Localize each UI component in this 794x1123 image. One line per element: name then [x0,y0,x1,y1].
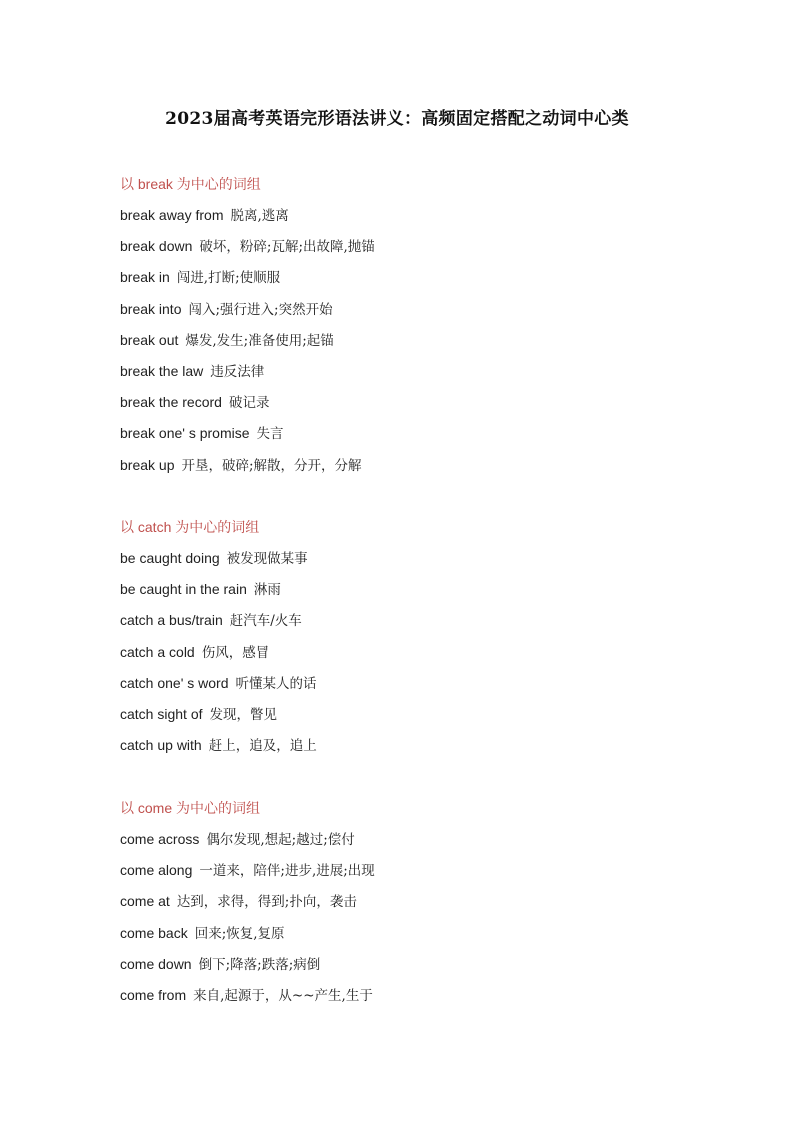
phrase-chinese: 被发现做某事 [226,551,308,567]
phrase-entry [120,855,720,886]
phrase-chinese: 闯入;强行进入;突然开始 [188,301,333,318]
phrase-english: come along [120,862,193,879]
phrase-english: break down [120,238,193,255]
phrase-english: break up [120,456,175,473]
phrase-chinese: 开垦，破碎;解散，分开，分解 [181,457,362,474]
phrase-english: break one' s promise [120,425,250,442]
phrase-chinese: 赶上，追及，追上 [208,738,317,755]
phrase-entry [120,356,720,387]
phrase-english: come from [120,986,187,1003]
phrase-entry [120,824,720,855]
phrase-entry [120,543,720,574]
phrase-entry [120,949,720,980]
phrase-english: be caught doing [120,550,220,566]
section-come [120,793,720,1011]
phrase-entry [120,325,720,356]
phrase-english: break in [120,269,170,286]
phrase-english: break away from [120,207,224,223]
phrase-entry [120,668,720,699]
phrase-english: come down [120,955,192,972]
phrase-english: come across [120,831,200,847]
phrase-chinese: 淋雨 [253,582,281,599]
phrase-english: come at [120,893,170,910]
phrase-entry [120,730,720,761]
phrase-english: break out [120,331,179,348]
phrase-english: break the record [120,394,222,411]
phrase-chinese: 伤风，感冒 [201,644,270,661]
section-heading: 以 come 为中心的词组 [120,800,261,816]
phrase-entry [120,918,720,949]
phrase-entry [120,605,720,636]
phrase-english: catch up with [120,737,202,754]
phrase-chinese: 破坏，粉碎;瓦解;出故障,抛锚 [199,239,375,256]
phrase-chinese: 脱离,逃离 [230,208,289,224]
phrase-english: break into [120,300,182,317]
phrase-chinese: 失言 [256,426,284,443]
phrase-entry [120,886,720,917]
phrase-chinese: 一道来，陪伴;进步,进展;出现 [199,863,375,880]
phrase-entry [120,294,720,325]
phrase-english: catch a bus/train [120,612,223,629]
phrase-entry [120,450,720,481]
phrase-chinese: 偶尔发现,想起;越过;偿付 [206,832,355,848]
section-catch [120,512,720,761]
phrase-english: come back [120,924,188,941]
phrase-entry [120,231,720,262]
phrase-chinese: 爆发,发生;准备使用;起锚 [185,332,334,349]
phrase-chinese: 破记录 [228,395,270,412]
phrase-chinese: 闯进,打断;使顺服 [176,270,281,287]
phrase-chinese: 来自,起源于，从~~产生,生于 [193,987,373,1004]
phrase-entry [120,262,720,293]
phrase-chinese: 发现，瞥见 [209,706,277,723]
section-heading: 以 break 为中心的词组 [120,176,261,192]
phrase-chinese: 回来;恢复,复原 [194,925,285,942]
phrase-chinese: 倒下;降落;跌落;病倒 [198,956,321,973]
phrase-entry [120,574,720,605]
phrase-entry [120,699,720,730]
phrase-entry [120,980,720,1011]
phrase-english: catch one' s word [120,674,229,691]
phrase-entry [120,418,720,449]
phrase-chinese: 达到，求得，得到;扑向，袭击 [176,894,357,911]
phrase-english: catch sight of [120,705,203,722]
section-heading: 以 catch 为中心的词组 [120,519,260,535]
phrase-chinese: 赶汽车/火车 [229,613,302,630]
phrase-english: catch a cold [120,643,195,660]
phrase-english: be caught in the rain [120,581,247,598]
phrase-entry [120,200,720,231]
phrase-chinese: 违反法律 [210,363,265,380]
phrase-entry [120,387,720,418]
phrase-english: break the law [120,362,204,379]
section-break [120,169,720,481]
phrase-chinese: 听懂某人的话 [235,675,317,692]
phrase-entry [120,637,720,668]
document-title: 2023届高考英语完形语法讲义：高频固定搭配之动词中心类 [165,109,629,129]
